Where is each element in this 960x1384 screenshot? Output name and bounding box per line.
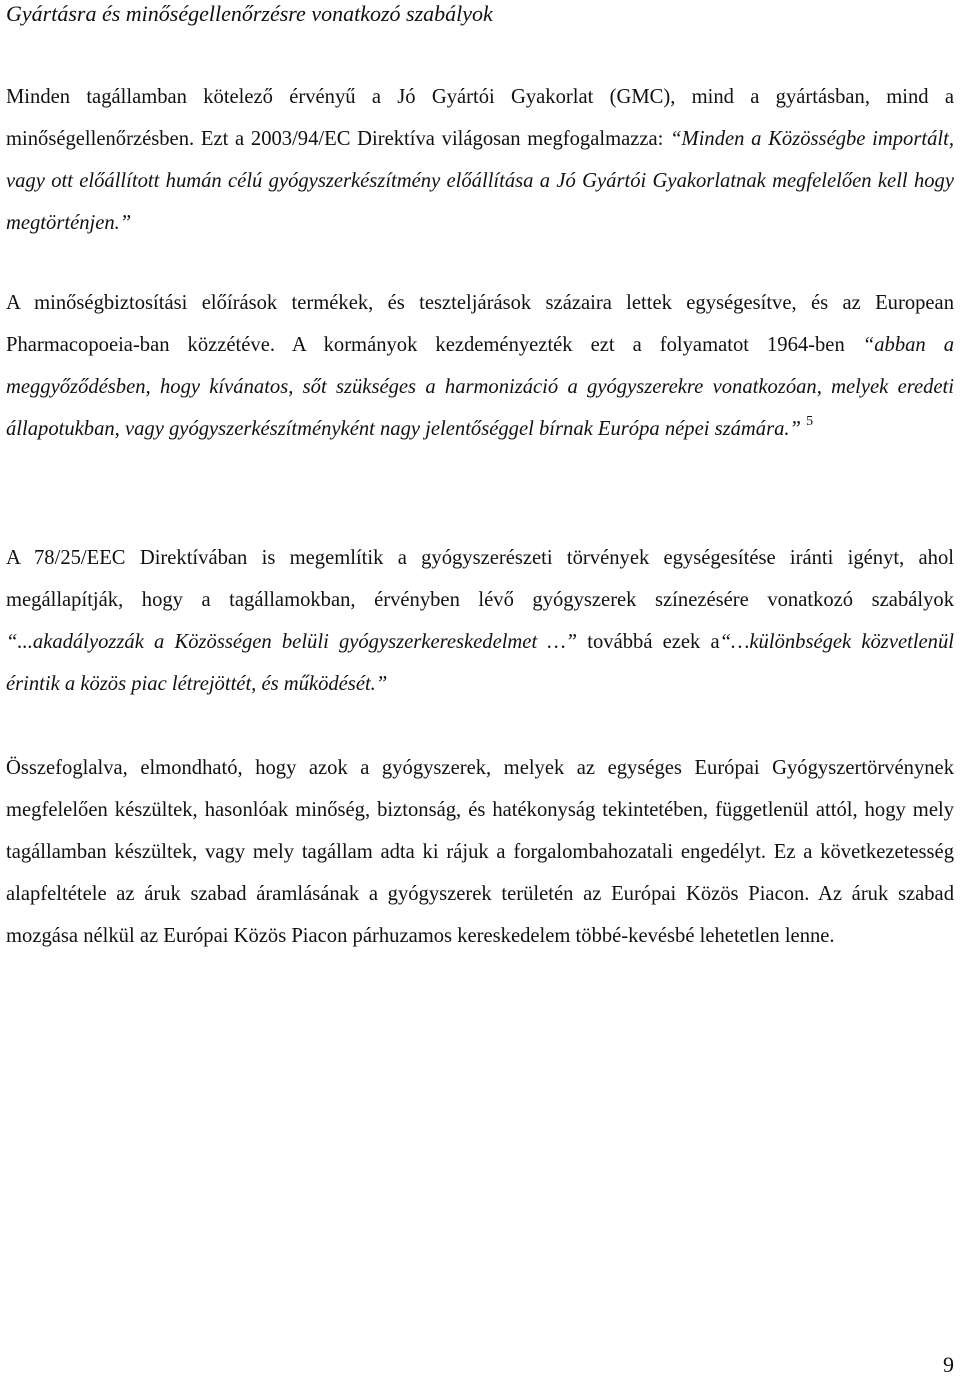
page-number: 9 <box>943 1352 954 1377</box>
paragraph-summary <box>6 747 954 957</box>
paragraph-colouring-directive <box>6 537 954 705</box>
section-heading: Gyártásra és minőségellenőrzésre vonatkozó szabályok <box>6 1 493 26</box>
paragraph-text: Minden tagállamban kötelező érvényű a Jó Gyártói Gyakorlat (GMC), mind a gyártásban, mind a minőségellenőrzésben. Ezt a 2003/94/EC Direktíva világosan megfogalmazza: <box>6 86 954 150</box>
trade-quote: “...akadályozzák a Közösségen belüli gyógyszerkereskedelmet …” <box>6 631 578 653</box>
harmonization-quote: “abban a meggyőződésben, hogy kívánatos, sőt szükséges a harmonizáció a gyógyszerekre vonatkozóan, melyek eredeti állapotukban, vagy gyógyszerkészítményként nagy jelentőséggel bírnak Európa népei számára.” <box>6 334 955 440</box>
paragraph-text: továbbá ezek a <box>577 631 720 653</box>
paragraph-text: Összefoglalva, elmondható, hogy azok a gyógyszerek, melyek az egységes Európai Gyógyszertörvénynek megfelelően készültek, hasonlóak minőség, biztonság, és hatékonyság tekintetében, függetlenül attól, hogy mely tagállamban készültek, vagy mely tagállam adta ki rájuk a forgalombahozatali engedélyt. Ez a következetesség alapfeltétele az áruk szabad áramlásának a gyógyszerek területén az Európai Közös Piacon. Az áruk szabad mozgása nélkül az Európai Közös Piacon párhuzamos kereskedelem többé-kevésbé lehetetlen lenne. <box>6 757 954 947</box>
footnote-marker: 5 <box>806 414 814 429</box>
paragraph-text: A 78/25/EEC Direktívában is megemlítik a gyógyszerészeti törvények egységesítése iránti igényt, ahol megállapítják, hogy a tagállamokban, érvényben lévő gyógyszerek színezésére vonatkozó szabályok <box>6 547 954 611</box>
market-quote: “…különbségek közvetlenül érintik a közös piac létrejöttét, és működését.” <box>6 631 954 695</box>
directive-quote: “Minden a Közösségbe importált, vagy ott előállított humán célú gyógyszerkészítmény előállítása a Jó Gyártói Gyakorlatnak megfelelően kell hogy megtörténjen.” <box>6 128 954 234</box>
paragraph-pharmacopoeia <box>6 282 954 450</box>
paragraph-text: A minőségbiztosítási előírások termékek, és teszteljárások százaira lettek egységesítve, és az European Pharmacopoeia-ban közzétéve. A kormányok kezdeményezték ezt a folyamatot 1964-ben <box>6 292 954 356</box>
paragraph-gmp-directive <box>6 76 954 244</box>
